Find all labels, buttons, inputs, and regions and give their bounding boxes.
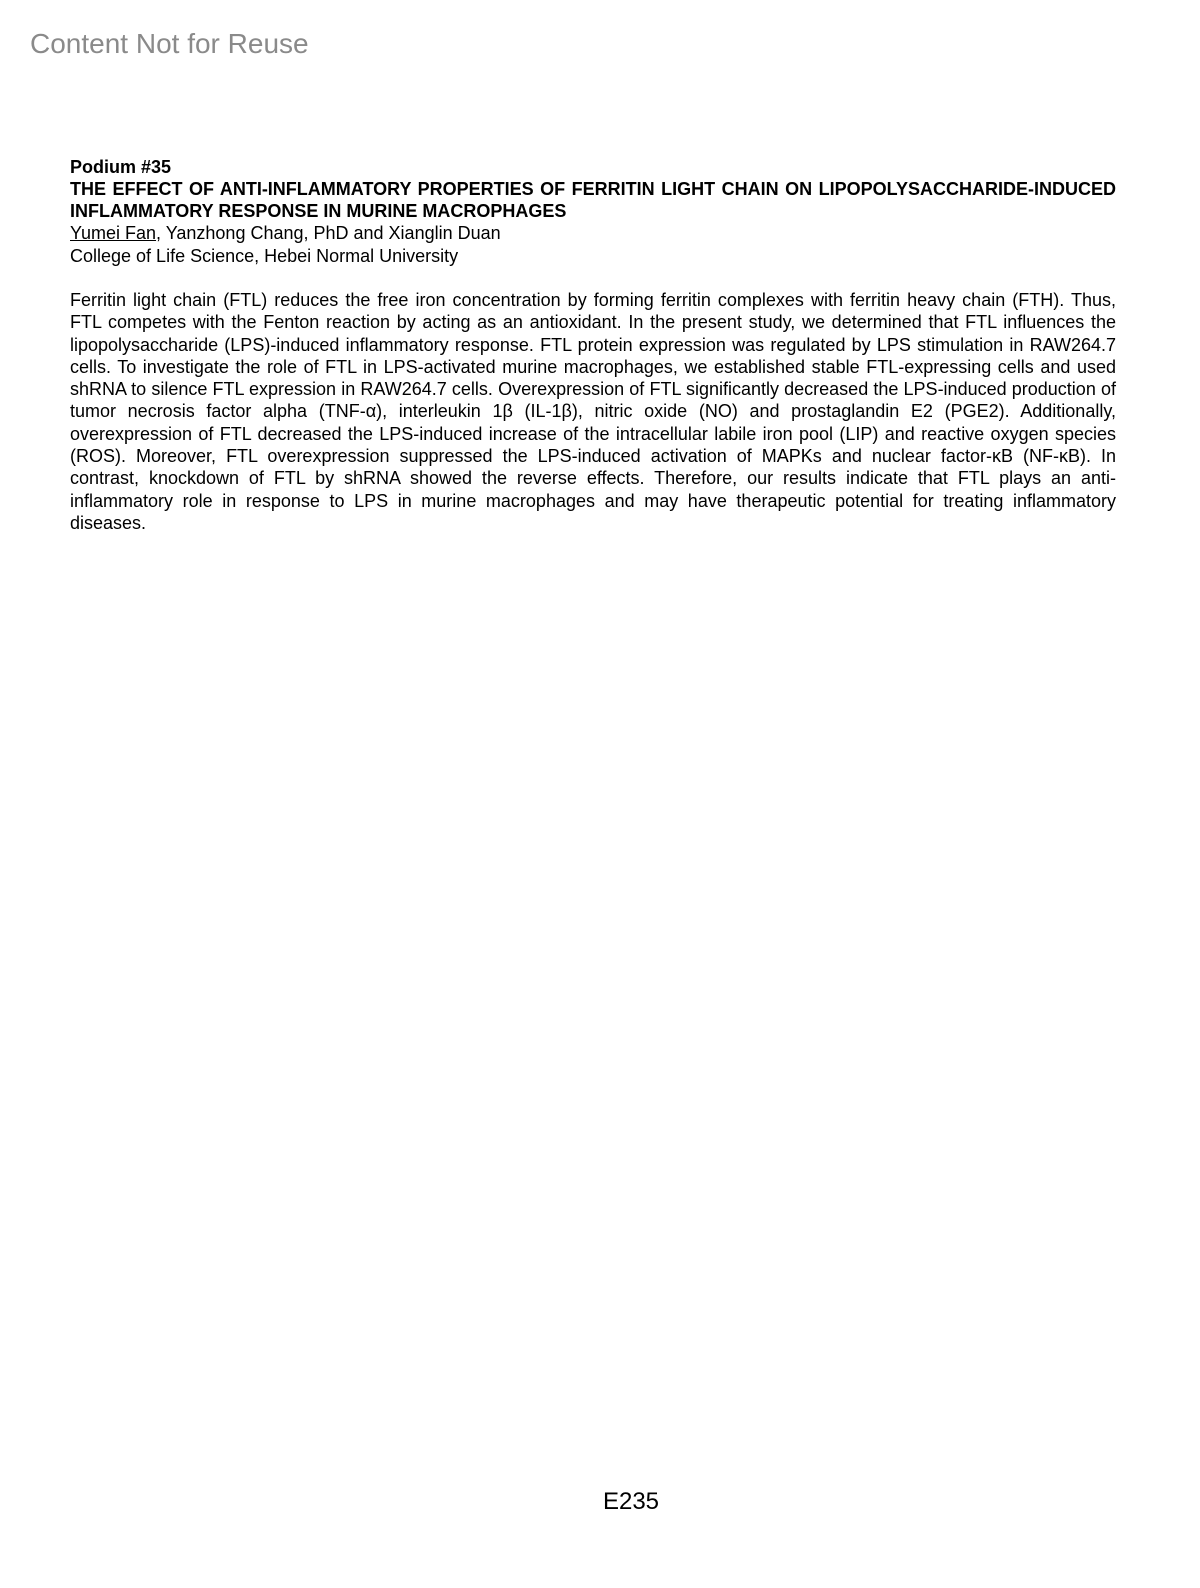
- co-authors: , Yanzhong Chang, PhD and Xianglin Duan: [156, 223, 501, 243]
- abstract-block: [70, 156, 1116, 534]
- affiliation: College of Life Science, Hebei Normal University: [70, 245, 459, 266]
- page-number: E235: [602, 1488, 660, 1515]
- podium-number: Podium #35: [70, 157, 172, 177]
- abstract-title: THE EFFECT OF ANTI-INFLAMMATORY PROPERTIES OF FERRITIN LIGHT CHAIN ON LIPOPOLYSACCHARIDE-INDUCED INFLAMMATORY RESPONSE IN MURINE MACROPHAGES: [70, 179, 1116, 221]
- abstract-body: Ferritin light chain (FTL) reduces the free iron concentration by forming ferritin complexes with ferritin heavy chain (FTH). Thus, FTL competes with the Fenton reaction by acting as an antioxidant. In the present study, we determined that FTL influences the lipopolysaccharide (LPS)-induced inflammatory response. FTL protein expression was regulated by LPS stimulation in RAW264.7 cells. To investigate the role of FTL in LPS-activated murine macrophages, we established stable FTL-expressing cells and used shRNA to silence FTL expression in RAW264.7 cells. Overexpression of FTL significantly decreased the LPS-induced production of tumor necrosis factor alpha (TNF-α), interleukin 1β (IL-1β), nitric oxide (NO) and prostaglandin E2 (PGE2). Additionally, overexpression of FTL decreased the LPS-induced increase of the intracellular labile iron pool (LIP) and reactive oxygen species (ROS). Moreover, FTL overexpression suppressed the LPS-induced activation of MAPKs and nuclear factor-κB (NF-κB). In contrast, knockdown of FTL by shRNA showed the reverse effects. Therefore, our results indicate that FTL plays an anti-inflammatory role in response to LPS in murine macrophages and may have therapeutic potential for treating inflammatory diseases.: [70, 290, 1116, 533]
- watermark-text: Content Not for Reuse: [30, 28, 309, 59]
- author-list: [70, 222, 1116, 245]
- presenting-author: Yumei Fan: [70, 223, 157, 243]
